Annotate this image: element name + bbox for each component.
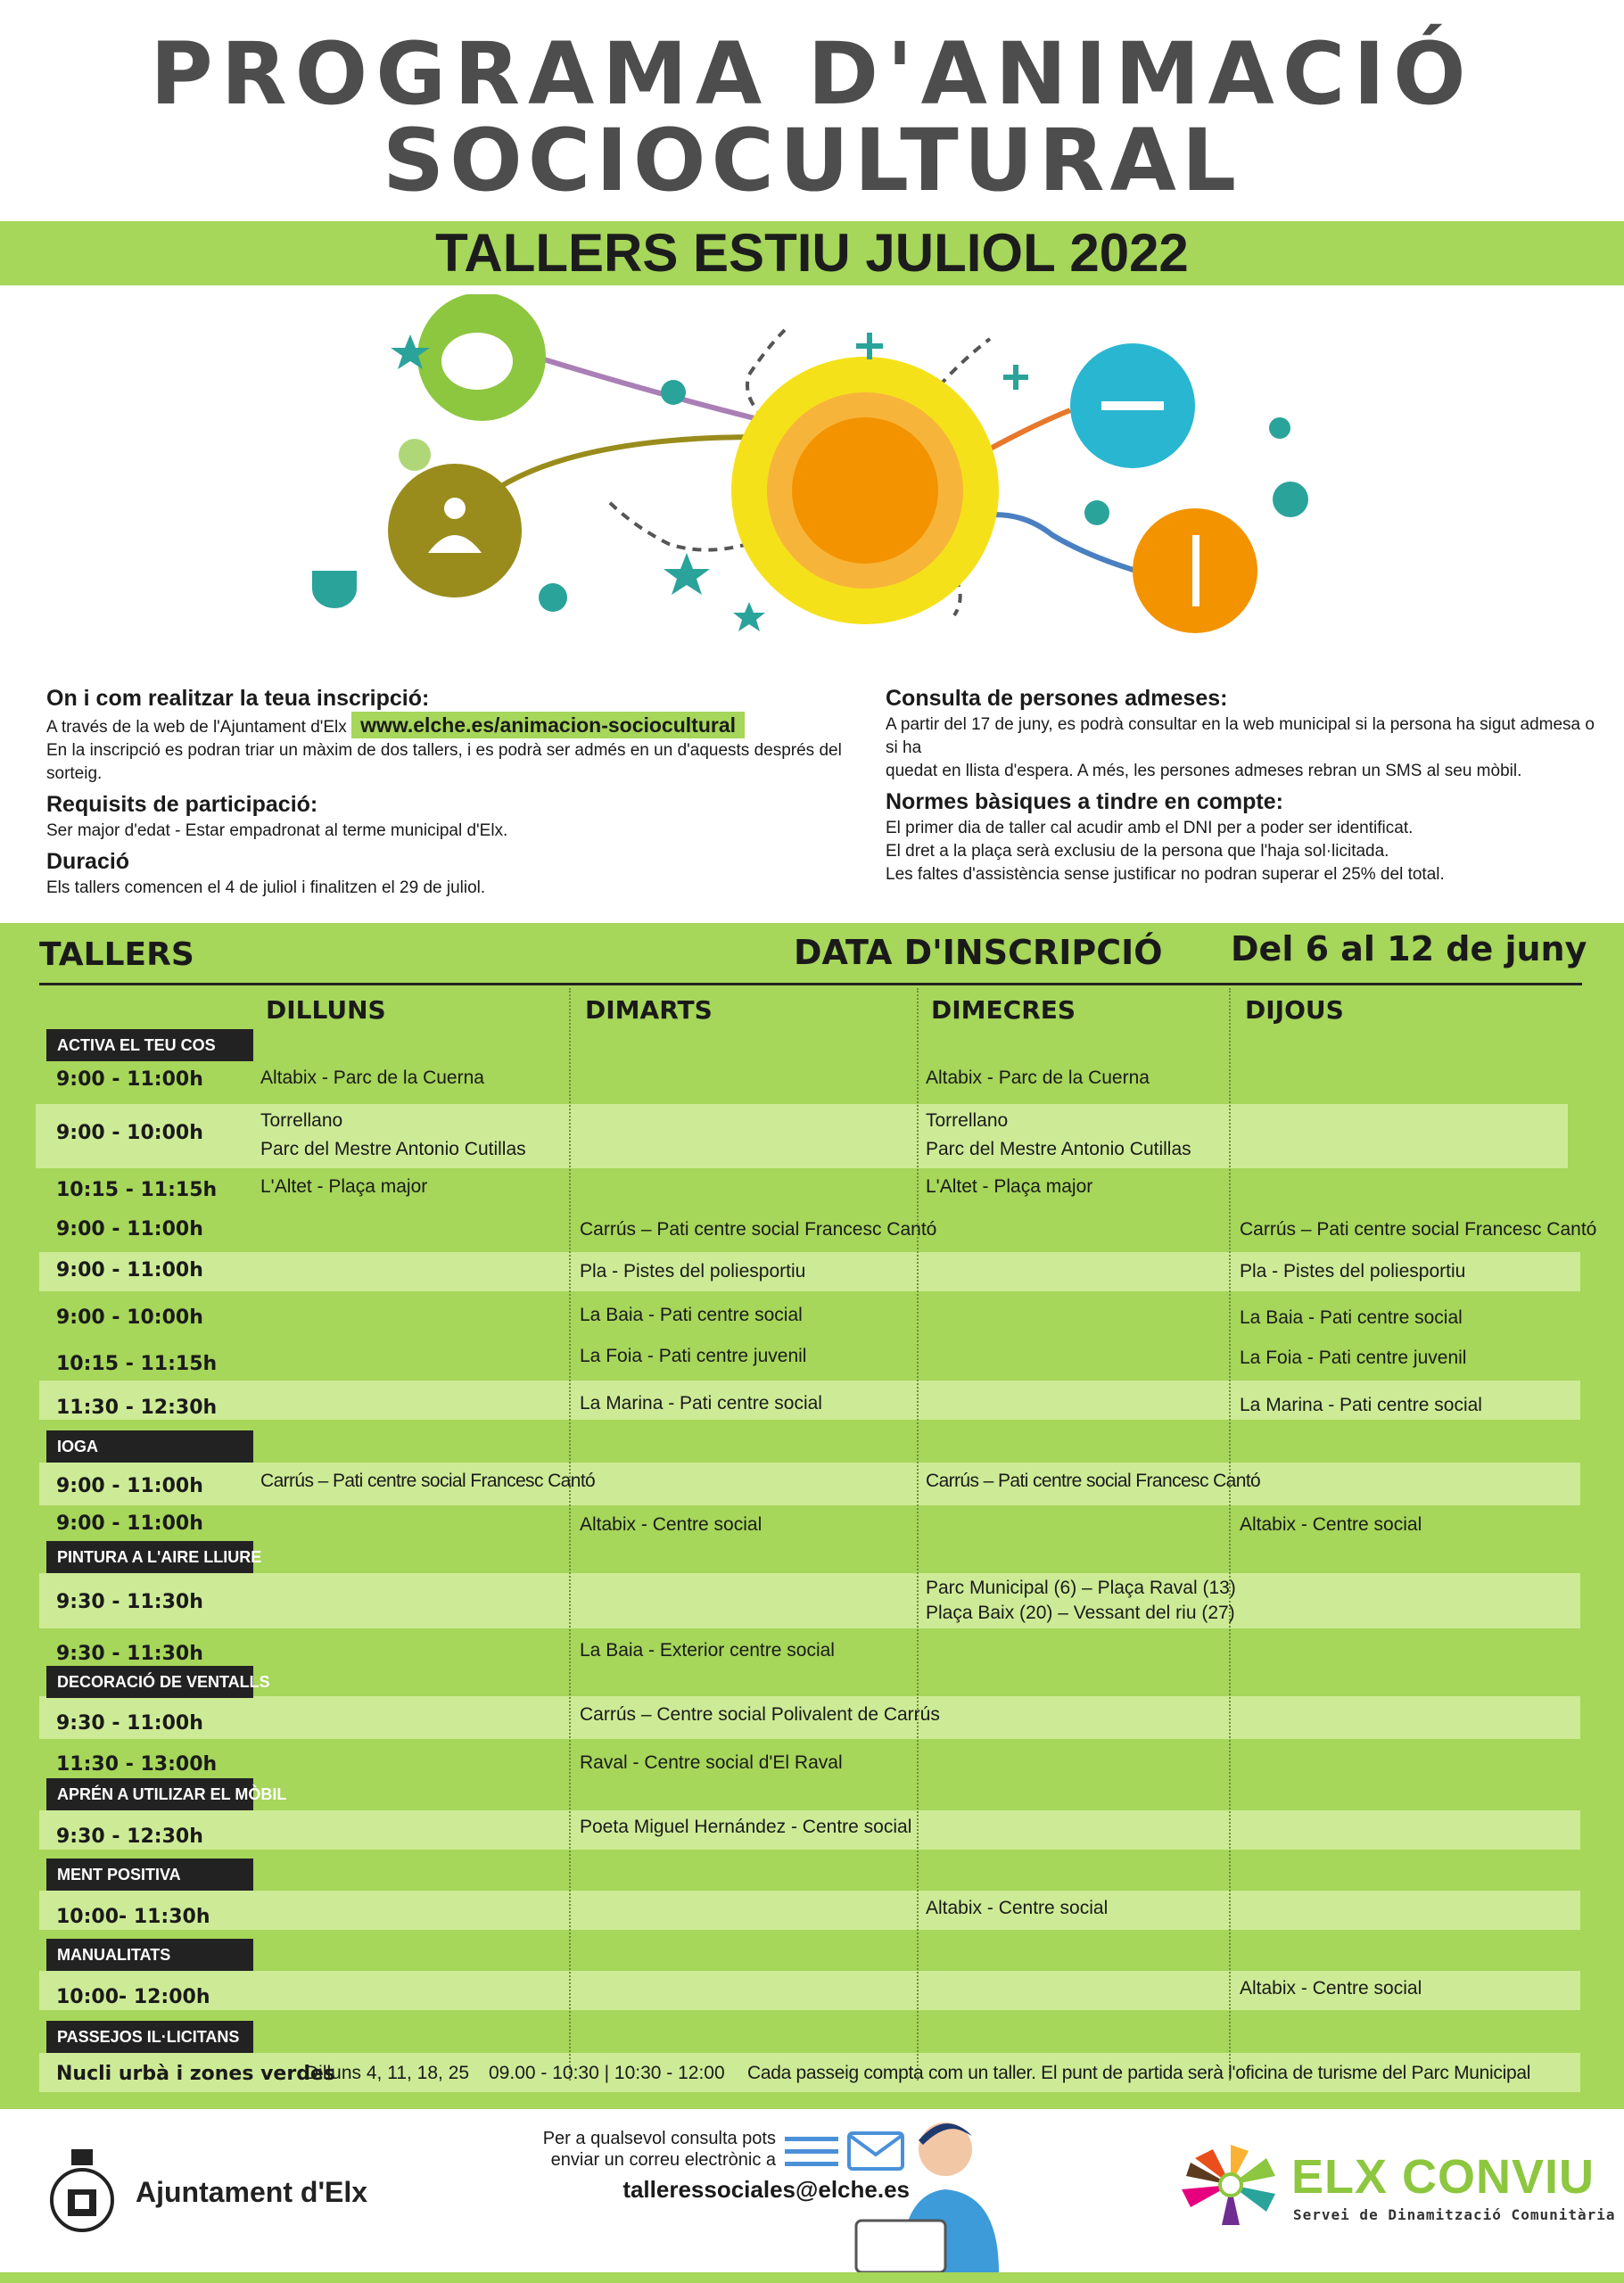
category-passejos: PASSEJOS IL·LICITANS xyxy=(46,2021,253,2053)
schedule-title: TALLERS xyxy=(39,936,194,973)
cell-tuesday: Carrús – Pati centre social Francesc Cantó xyxy=(580,1219,937,1240)
schedule-divider xyxy=(39,983,1582,985)
yoga-meditation-icon xyxy=(388,464,522,598)
info-heading-requirements: Requisits de participació: xyxy=(46,792,318,817)
row-time: 9:30 - 12:30h xyxy=(56,1826,203,1848)
cell-wednesday-line2: Parc del Mestre Antonio Cutillas xyxy=(926,1139,1191,1159)
contact-line2: enviar un correu electrònic a xyxy=(550,2150,776,2170)
category-activa: ACTIVA EL TEU COS xyxy=(46,1029,253,1061)
category-ioga: IOGA xyxy=(46,1430,253,1463)
row-stripe xyxy=(39,1891,1580,1930)
row-time: 9:00 - 11:00h xyxy=(56,1218,203,1240)
row-time: 10:15 - 11:15h xyxy=(56,1179,218,1201)
cell-tuesday: Pla - Pistes del poliesportiu xyxy=(580,1261,806,1282)
row-time: 11:30 - 12:30h xyxy=(56,1397,218,1419)
walks-note: Cada passeig compta com un taller. El punt de partida serà l'oficina de turisme del Parc Municipal xyxy=(747,2063,1531,2083)
inscription-date-range: Del 6 al 12 de juny xyxy=(1231,929,1587,968)
day-header-monday: DILLUNS xyxy=(266,995,386,1025)
cell-thursday: La Marina - Pati centre social xyxy=(1240,1395,1482,1415)
row-time: 9:00 - 11:00h xyxy=(56,1068,203,1091)
row-time: 11:30 - 13:00h xyxy=(56,1753,218,1776)
cell-wednesday: Altabix - Parc de la Cuerna xyxy=(926,1067,1150,1088)
cell-wednesday: Parc Municipal (6) – Plaça Raval (13) xyxy=(926,1578,1236,1598)
person-laptop-icon xyxy=(847,2114,1026,2272)
cell-tuesday: La Marina - Pati centre social xyxy=(580,1393,822,1413)
cell-wednesday-line2: Plaça Baix (20) – Vessant del riu (27) xyxy=(926,1603,1235,1623)
cell-thursday: La Foia - Pati centre juvenil xyxy=(1240,1348,1467,1368)
row-stripe xyxy=(39,1573,1580,1628)
column-divider xyxy=(569,988,571,2081)
contact-email-link[interactable]: talleressociales@elche.es xyxy=(622,2176,910,2203)
column-divider xyxy=(1229,988,1231,2081)
cell-monday-line2: Parc del Mestre Antonio Cutillas xyxy=(260,1139,526,1159)
row-time: 9:00 - 10:00h xyxy=(56,1306,203,1329)
cell-tuesday: Carrús – Centre social Polivalent de Carrús xyxy=(580,1704,940,1725)
cell-wednesday: L'Altet - Plaça major xyxy=(926,1176,1093,1197)
inscription-url-link[interactable]: www.elche.es/animacion-sociocultural xyxy=(351,712,745,738)
coffee-cup-icon xyxy=(312,571,357,608)
contact-text xyxy=(482,2128,776,2171)
cell-tuesday: La Foia - Pati centre juvenil xyxy=(580,1346,807,1366)
cell-wednesday: Altabix - Centre social xyxy=(926,1898,1109,1918)
cell-monday: Torrellano xyxy=(260,1110,343,1131)
footer-band xyxy=(0,2272,1624,2283)
cell-wednesday: Torrellano xyxy=(926,1110,1009,1131)
day-header-thursday: DIJOUS xyxy=(1245,995,1344,1025)
info-heading-rules: Normes bàsiques a tindre en compte: xyxy=(886,789,1283,814)
info-right xyxy=(886,683,1599,886)
column-divider xyxy=(917,988,919,2081)
elx-conviu-logo-icon xyxy=(1177,2140,1284,2229)
contact-line1: Per a qualsevol consulta pots xyxy=(542,2129,776,2148)
inscription-date-label: DATA D'INSCRIPCIÓ xyxy=(794,933,1163,972)
row-time: 9:30 - 11:30h xyxy=(56,1643,203,1665)
info-admitted-text-2: quedat en llista d'espera. A més, les persones admeses rebran un SMS al seu mòbil. xyxy=(886,762,1522,780)
row-time: 9:00 - 11:00h xyxy=(56,1259,203,1282)
subtitle: TALLERS ESTIU JULIOL 2022 xyxy=(435,223,1189,283)
cell-wednesday: Carrús – Pati centre social Francesc Cantó xyxy=(926,1471,1261,1491)
walks-days: Dilluns 4, 11, 18, 25 xyxy=(305,2063,470,2083)
row-time: 10:00- 12:00h xyxy=(56,1986,210,2008)
cell-thursday: La Baia - Pati centre social xyxy=(1240,1307,1463,1328)
row-time: 9:30 - 11:30h xyxy=(56,1591,203,1613)
ajuntament-name: Ajuntament d'Elx xyxy=(136,2176,368,2208)
info-inscription-prefix: A través de la web de l'Ajuntament d'Elx xyxy=(46,718,347,737)
sun-icon xyxy=(731,357,999,624)
cell-thursday: Pla - Pistes del poliesportiu xyxy=(1240,1261,1466,1282)
category-ventalls: DECORACIÓ DE VENTALLS xyxy=(46,1666,253,1698)
day-header-tuesday: DIMARTS xyxy=(585,995,713,1025)
info-requirements-text: Ser major d'edat - Estar empadronat al terme municipal d'Elx. xyxy=(46,821,508,840)
info-heading-inscription: On i com realitzar la teua inscripció: xyxy=(46,686,430,711)
info-duration-text: Els tallers comencen el 4 de juliol i finalitzen el 29 de juliol. xyxy=(46,878,486,897)
row-time: 9:00 - 11:00h xyxy=(56,1475,203,1497)
cell-tuesday: La Baia - Exterior centre social xyxy=(580,1640,835,1661)
cell-tuesday: La Baia - Pati centre social xyxy=(580,1305,803,1325)
cell-tuesday: Altabix - Centre social xyxy=(580,1514,763,1535)
info-inscription-text: En la inscripció es podran triar un màxim de dos tallers, i es podrà ser admés en un d'aquests després del sorteig. xyxy=(46,741,842,783)
cell-thursday: Altabix - Centre social xyxy=(1240,1514,1422,1535)
row-time: 10:15 - 11:15h xyxy=(56,1353,218,1375)
cell-monday: L'Altet - Plaça major xyxy=(260,1176,428,1197)
row-time: 9:00 - 11:00h xyxy=(56,1512,203,1535)
row-time: 10:00- 11:30h xyxy=(56,1906,210,1928)
page-title-line2: SOCIOCULTURAL xyxy=(382,111,1242,210)
elx-coat-of-arms-icon xyxy=(46,2136,118,2243)
cell-thursday: Carrús – Pati centre social Francesc Cantó xyxy=(1240,1219,1597,1240)
cell-monday: Altabix - Parc de la Cuerna xyxy=(260,1067,484,1088)
info-rule-3: Les faltes d'assistència sense justificar no podran superar el 25% del total. xyxy=(886,865,1445,884)
category-ment-positiva: MENT POSITIVA xyxy=(46,1859,253,1891)
cell-tuesday: Poeta Miguel Hernández - Centre social xyxy=(580,1817,912,1837)
info-heading-admitted: Consulta de persones admeses: xyxy=(886,686,1228,711)
elx-conviu-brand: ELX CONVIU xyxy=(1291,2150,1595,2204)
info-admitted-text: A partir del 17 de juny, es podrà consultar en la web municipal si la persona ha sigut admesa o si ha xyxy=(886,715,1595,757)
walks-times: 09.00 - 10:30 | 10:30 - 12:00 xyxy=(489,2063,725,2083)
cell-tuesday: Raval - Centre social d'El Raval xyxy=(580,1752,843,1773)
cell-monday: Carrús – Pati centre social Francesc Cantó xyxy=(260,1471,596,1491)
category-pintura: PINTURA A L'AIRE LLIURE xyxy=(46,1541,253,1573)
elx-conviu-subtitle: Servei de Dinamització Comunitària xyxy=(1293,2206,1616,2223)
row-time: 9:30 - 11:00h xyxy=(56,1712,203,1735)
page-title-line1: PROGRAMA D'ANIMACIÓ xyxy=(150,24,1474,124)
sun-activities-illustration xyxy=(294,294,1329,651)
fitness-dumbbell-icon xyxy=(1070,343,1195,468)
cell-thursday: Altabix - Centre social xyxy=(1240,1978,1422,1999)
info-heading-duration: Duració xyxy=(46,849,130,874)
category-manualitats: MANUALITATS xyxy=(46,1939,253,1971)
day-header-wednesday: DIMECRES xyxy=(931,995,1076,1025)
signpost-icon xyxy=(1133,508,1257,633)
info-rule-1: El primer dia de taller cal acudir amb el DNI per a poder ser identificat. xyxy=(886,819,1414,837)
row-time: 9:00 - 10:00h xyxy=(56,1122,203,1144)
walks-label: Nucli urbà i zones verdes xyxy=(56,2063,335,2085)
info-rule-2: El dret a la plaça serà exclusiu de la persona que l'haja sol·licitada. xyxy=(886,842,1389,861)
info-left xyxy=(46,683,849,900)
paint-palette-icon xyxy=(417,294,546,421)
category-mobil: APRÉN A UTILIZAR EL MÒBIL xyxy=(46,1778,253,1810)
